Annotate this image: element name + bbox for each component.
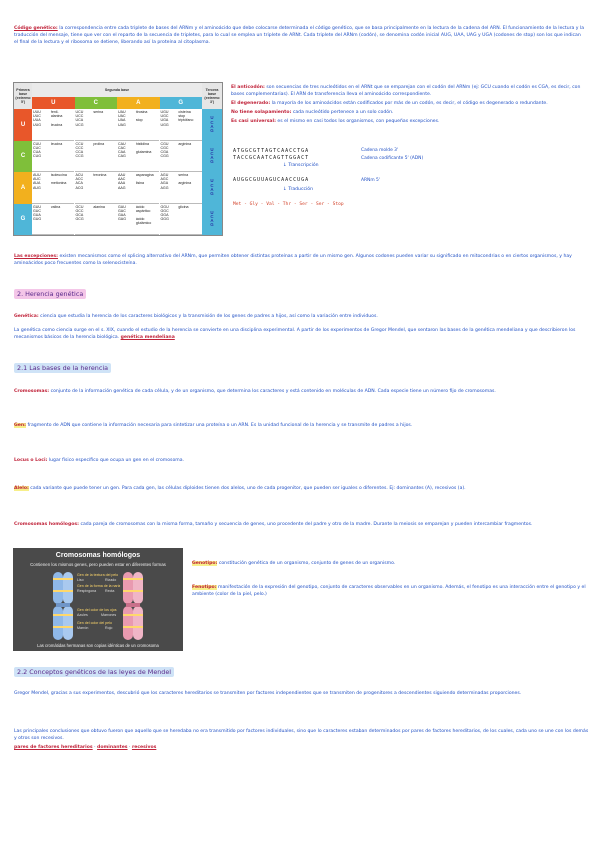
first-base-u: U	[14, 109, 32, 141]
aa-cell-ga: ácido aspártico ácido glutámico	[135, 204, 160, 236]
highlight-pares-factores: pares de factores hereditarios	[14, 745, 93, 750]
note-universal	[231, 118, 591, 125]
mrna-strand: AUGGCGUUAGUCAACCUGA	[233, 177, 310, 183]
dna-bottom-strand: TACCGCAATCAGTTGGACT	[233, 155, 310, 161]
third-base-col-g: U C A G	[202, 204, 222, 236]
section-2-heading: 2. Herencia genética	[14, 289, 86, 299]
term-anticodon: El anticodón:	[231, 85, 265, 90]
third-base-col-u: U C A G	[202, 109, 222, 141]
chromo-footer: Las cromátidas hermanas son copias idénticas de un cromosoma	[37, 643, 159, 648]
genetics-text-2: La genética como ciencia surge en el s. XIX, cuando el estudio de la herencia se convierte en una disciplina experimental. A partir de los experimentos de Gregor Mendel, que sentaron las bases de la genética mendeliana y que describieron los mecanismos básicos de la herencia biológica.	[14, 328, 576, 340]
note-anticodon	[231, 84, 591, 98]
codon-cell-ug: UGU UGC UGA UGG	[160, 109, 178, 141]
section-2-1-heading: 2.1 Las bases de la herencia	[14, 363, 111, 373]
codon-cell-uu: UUU UUC UUA UUG	[32, 109, 50, 141]
item-genotipo	[192, 560, 590, 567]
aa-cell-ac: treonina	[92, 172, 117, 204]
term-locus: Locus o Loci:	[14, 458, 48, 463]
term-universal: Es casi universal:	[231, 119, 276, 124]
item-homologos	[14, 521, 589, 528]
aa-cell-gg: glicina	[177, 204, 202, 236]
item-cromosomas	[14, 388, 589, 395]
degenerado-text: la mayoría de los aminoácidos están codificados por más de un codón, es decir, el código es degenerado o redundante.	[271, 101, 548, 106]
codon-cell-ca: CAU CAC CAA CAG	[117, 141, 135, 173]
mendel-paragraph-1: Gregor Mendel, gracias a sus experimentos, descubrió que los caracteres hereditarios se transmiten por factores independientes que se transmiten de progenitores a descendientes siguiendo determinadas proporciones.	[14, 691, 522, 696]
codon-cell-ua: UAU UAC UAA UAG	[117, 109, 135, 141]
cromosomas-text: conjunto de la información genética de cada célula, y de un organismo, que determina los caracteres y está contenido en moléculas de ADN. Cada especie tiene un número fijo de cromosomas.	[50, 389, 496, 394]
header-first-base: Primera base (extremo 5')	[14, 83, 32, 109]
aa-cell-ca: histidina glutamina	[135, 141, 160, 173]
codon-cell-gg: GGU GGC GGA GGG	[160, 204, 178, 236]
item-alelo	[14, 485, 589, 492]
label-azules: Azules	[77, 613, 88, 617]
chromosome-pair-illustration	[13, 548, 183, 651]
label-rizado: Rizado	[105, 578, 117, 582]
header-second-base-a: A	[117, 97, 160, 109]
right-notes	[231, 84, 591, 125]
term-genotipo: Genotipo:	[192, 561, 218, 566]
codon-cell-ga: GAU GAC GAA GAG	[117, 204, 135, 236]
dna-top-strand: ATGGCGTTAGTCAACCTGA	[233, 148, 310, 154]
codon-table	[13, 82, 223, 236]
label-gene-eyes: Gen del color de los ojos	[77, 608, 117, 612]
third-base-col-a: U C A G	[202, 172, 222, 204]
homologos-text: cada pareja de cromosomas con la misma forma, tamaño y secuencia de genes, uno procedente del padre y otro de la madre. Durante la meiosis se emparejan y pueden intercambiar fragmentos.	[80, 522, 533, 527]
exceptions-text: existen mecanismos como el splicing alternativo del ARNm, que permiten obtener distintas proteínas a partir de un mismo gen. Algunos codones pueden variar su significado en mitocondrias o en ciertos organismos, y hay aminoácidos poco frecuentes como la selenocisteína.	[14, 254, 572, 266]
codon-cell-ac: ACU ACC ACA ACG	[75, 172, 93, 204]
header-second-base-u: U	[32, 97, 75, 109]
label-rojo: Rojo	[105, 626, 113, 630]
codon-cell-au: AUU AUC AUA AUG	[32, 172, 50, 204]
fenotipo-text: manifestación de la expresión del genotipo, conjunto de caracteres observables en un organismo. Además, el fenotipo es una interacción entre el genotipo y el ambiente (color de la piel, pelo.)	[192, 585, 586, 597]
aa-cell-cg: arginina	[177, 141, 202, 173]
codon-cell-gc: GCU GCC GCA GCG	[75, 204, 93, 236]
term-cromosomas: Cromosomas:	[14, 389, 50, 394]
header-third-base: Tercera base (extremo 3')	[202, 83, 222, 109]
label-recta: Recta	[105, 589, 115, 593]
aa-cell-gc: alanina	[92, 204, 117, 236]
label-gene-hair-color: Gen del color del pelo	[77, 621, 112, 625]
first-base-g: G	[14, 204, 32, 236]
intro-paragraph	[14, 25, 586, 46]
third-base-col-c: U C A G	[202, 141, 222, 173]
arrow-transcription: ↓ Transcripción	[283, 163, 319, 168]
locus-text: lugar físico específico que ocupa un gen en el cromosoma.	[48, 458, 185, 463]
header-second-base: Segunda base	[32, 83, 202, 97]
term-codigo-genetico: Código genético:	[14, 26, 58, 31]
aa-cell-uc: serina	[92, 109, 117, 141]
label-marrones: Marrones	[101, 613, 117, 617]
first-base-c: C	[14, 141, 32, 173]
solapamiento-text: cada nucleótido pertenece a un solo codón.	[292, 110, 394, 115]
term-degenerado: El degenerado:	[231, 101, 271, 106]
codon-cell-uc: UCU UCC UCA UCG	[75, 109, 93, 141]
chromo-subtitle: Contienen los mismos genes, pero pueden estar en diferentes formas	[30, 562, 166, 567]
gen-text: fragmento de ADN que contiene la información necesaria para sintetizar una proteína o un ARN. Es la unidad funcional de la herencia y se transmite de padres a hijos.	[27, 423, 413, 428]
label-mrna: ARNm 5'	[361, 178, 381, 183]
anticodon-text: son secuencias de tres nucleótidos en el ARNt que se emparejan con el codón del ARNm (ej: GCU cuando el codón es CGA, es decir, con bases complementarias). El ARN de transferencia lleva el aminoácido correspondiente.	[231, 85, 581, 97]
term-genetica: Genética:	[14, 314, 39, 319]
aa-cell-cu: leucina	[50, 141, 75, 173]
alelo-text: cada variante que puede tener un gen. Para cada gen, las células diploides tienen dos alelos, uno de cada progenitor, que pueden ser iguales o diferentes. Ej: dominantes (A), recesivos (a).	[30, 486, 466, 491]
mendel-text-2: Las principales conclusiones que obtuvo fueron que aquello que se heredaba no era transmitido por factores individuales, sino que lo caracteres estaban determinados por pares de factores hereditarios, de los cuales, cada uno se une con los demás y otros son recesivos.	[14, 729, 589, 741]
intro-text: la correspondencia entre cada triplete de bases del ARNm y el aminoácido que debe colocarse determinada el código genético, que se basa principalmente en la lectura de la cadena del ARN. El funcionamiento de la lectura y la traducción del mensaje, tiene que ver con el reparto de la secuencia de tripletes, para lo cual se emplea un triplete de ARNt. Cada triplete del ARNm (codón), se denomina codón inicial AUG, UAA, UAG y UGA (codones de stop) son los que indican el final de la lectura y el ribosoma se detiene, liberando así la proteína al citoplasma.	[14, 26, 585, 45]
note-solapamiento	[231, 109, 591, 116]
label-template: Cadena molde 3'	[361, 148, 399, 153]
aa-cell-cc: prolina	[92, 141, 117, 173]
genotipo-text: constitución genética de un organismo, conjunto de genes de un organismo.	[218, 561, 396, 566]
first-base-a: A	[14, 172, 32, 204]
genetics-paragraph-2	[14, 327, 589, 341]
exceptions-paragraph	[14, 253, 589, 267]
item-locus	[14, 457, 589, 464]
label-respingona: Respingona	[77, 589, 97, 593]
dna-diagram	[233, 148, 593, 218]
term-fenotipo: Fenotipo:	[192, 585, 217, 590]
genetics-text: ciencia que estudia la herencia de los caracteres biológicos y la transmisión de los genes de padres a hijos, así como la variación entre individuos.	[40, 314, 378, 319]
aa-cell-au: isoleucina metionina	[50, 172, 75, 204]
aa-cell-ug: cisteína stop triptófano	[177, 109, 202, 141]
universal-text: es el mismo en casi todos los organismos, con pequeñas excepciones.	[277, 119, 440, 124]
arrow-translation: ↓ Traducción	[283, 187, 314, 192]
header-second-base-c: C	[75, 97, 118, 109]
highlight-recesivos: recesivos	[131, 745, 157, 750]
section-2-2-heading: 2.2 Conceptos genéticos de las leyes de Mendel	[14, 667, 174, 677]
term-gen: Gen:	[14, 423, 26, 428]
codon-cell-ag: AGU AGC AGA AGG	[160, 172, 178, 204]
term-excepciones: Las excepciones:	[14, 254, 58, 259]
aa-cell-ua: tirosina stop	[135, 109, 160, 141]
highlight-mendeliana: genética mendeliana	[120, 335, 175, 340]
note-degenerado	[231, 100, 591, 107]
term-solapamiento: No tiene solapamiento:	[231, 110, 292, 115]
aa-cell-gu: valina	[50, 204, 75, 236]
codon-cell-aa: AAU AAC AAA AAG	[117, 172, 135, 204]
label-coding: Cadena codificante 5' (ADN)	[361, 156, 424, 161]
chromo-title: Cromosomas homólogos	[55, 552, 141, 559]
label-liso: Liso	[77, 578, 84, 582]
aa-cell-ag: serina arginina	[177, 172, 202, 204]
step-translation: Traducción	[288, 187, 314, 192]
label-gene-texture: Gen de la textura del pelo	[77, 573, 119, 577]
label-gene-nose: Gen de la forma de la nariz	[77, 584, 121, 588]
chromosome-image	[13, 548, 183, 651]
item-gen	[14, 422, 589, 429]
header-second-base-g: G	[160, 97, 203, 109]
codon-cell-cc: CCU CCC CCA CCG	[75, 141, 93, 173]
codon-cell-cg: CGU CGC CGA CGG	[160, 141, 178, 173]
mendel-highlights: pares de factores hereditarios · dominantes · recesivos	[14, 745, 157, 750]
term-alelo: Alelo:	[14, 486, 29, 491]
label-marron: Marrón	[77, 626, 89, 630]
term-homologos: Cromosomas homólogos:	[14, 522, 79, 527]
genetics-paragraph	[14, 313, 589, 320]
codon-cell-gu: GUU GUC GUA GUG	[32, 204, 50, 236]
aa-cell-uu: fenil- alanina leucina	[50, 109, 75, 141]
item-fenotipo	[192, 584, 590, 598]
aa-cell-aa: asparagina lisina	[135, 172, 160, 204]
mendel-paragraph-2	[14, 728, 589, 742]
highlight-dominantes: dominantes	[97, 745, 128, 750]
codon-cell-cu: CUU CUC CUA CUG	[32, 141, 50, 173]
step-transcription: Transcripción	[288, 163, 319, 168]
protein-chain: Met - Gly - Val - Thr - Ser - Ser - Stop	[233, 202, 344, 207]
